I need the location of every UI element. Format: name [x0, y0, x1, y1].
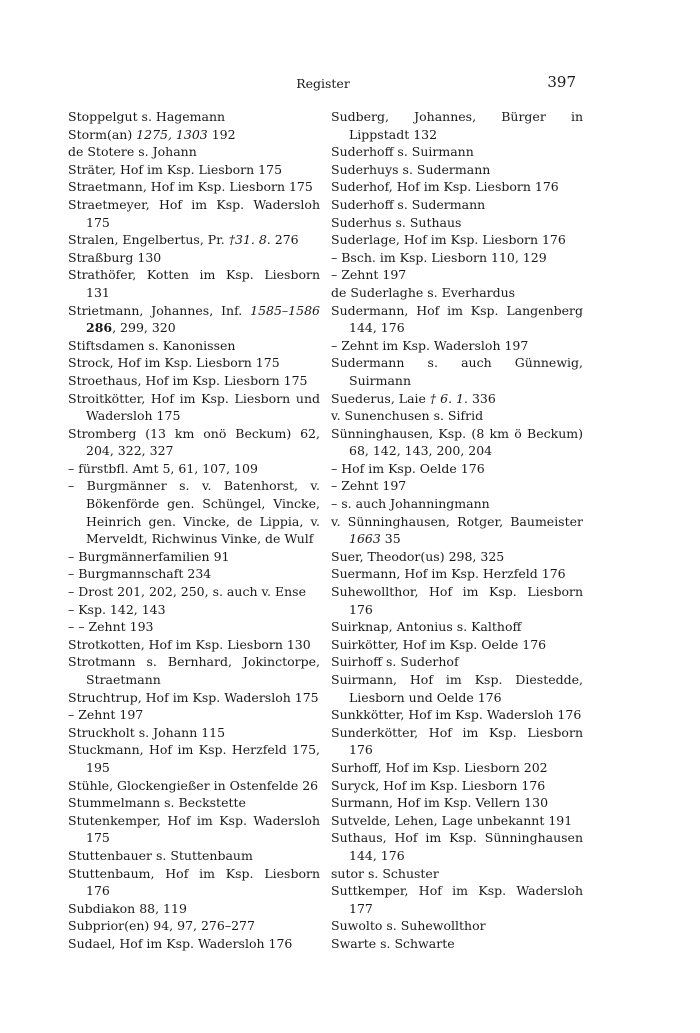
- index-entry: Sudermann, Hof im Ksp. Langenberg 144, 176: [331, 302, 583, 336]
- index-entry: Strock, Hof im Ksp. Liesborn 175: [68, 355, 280, 371]
- index-entry: v. Sünninghausen, Rotger, Baumeister 1663 35: [331, 513, 583, 547]
- index-entry: Suderhuys s. Sudermann: [331, 161, 491, 177]
- index-entry: – Burgmännerfamilien 91: [68, 548, 230, 564]
- index-entry: – Zehnt 197: [331, 478, 407, 494]
- index-entry: – Zehnt 197: [68, 707, 144, 723]
- index-column-right: [331, 108, 583, 953]
- index-entry: Stummelmann s. Beckstette: [68, 795, 246, 811]
- index-entry: Subdiakon 88, 119: [68, 900, 187, 916]
- page-number: 397: [547, 73, 576, 91]
- index-entry: Stoppelgut s. Hagemann: [68, 109, 226, 124]
- index-entry: Strotkotten, Hof im Ksp. Liesborn 130: [68, 636, 311, 652]
- index-entry: – Burgmannschaft 234: [68, 566, 212, 582]
- index-entry: Stuttenbaum, Hof im Ksp. Liesborn 176: [68, 865, 320, 899]
- index-entry: Suederus, Laie † 6. 1. 336: [331, 390, 496, 406]
- index-entry: Suirmann, Hof im Ksp. Diestedde, Liesborn und Oelde 176: [331, 672, 583, 705]
- index-entry: – fürstbfl. Amt 5, 61, 107, 109: [68, 460, 258, 476]
- index-entry: sutor s. Schuster: [331, 865, 439, 881]
- index-column-left: [68, 108, 320, 953]
- index-entry: de Stotere s. Johann: [68, 144, 197, 160]
- index-entry: de Suderlaghe s. Everhardus: [331, 284, 516, 300]
- index-entry: Sudael, Hof im Ksp. Wadersloh 176: [68, 935, 293, 951]
- index-entry: Stuttenbauer s. Stuttenbaum: [68, 847, 253, 863]
- index-entry: Sudberg, Johannes, Bürger in Lippstadt 132: [331, 109, 583, 142]
- index-entry: Stroitkötter, Hof im Ksp. Liesborn und Wadersloh 175: [68, 390, 320, 424]
- index-entry: Struchtrup, Hof im Ksp. Wadersloh 175: [68, 689, 319, 705]
- index-entry: – Burgmänner s. v. Batenhorst, v. Bökenförde gen. Schüngel, Vincke, Heinrich gen. Vincke, de Lippia, v. Merveldt, Richwinus Vinke, de Wulf: [68, 478, 320, 547]
- index-entry: Stromberg (13 km onö Beckum) 62, 204, 322, 327: [68, 425, 320, 459]
- index-entry: Straßburg 130: [68, 249, 162, 265]
- index-entry: Suderhoff s. Suirmann: [331, 144, 474, 160]
- index-entry: Stühle, Glockengießer in Ostenfelde 26: [68, 777, 319, 793]
- index-entry: Straetmann, Hof im Ksp. Liesborn 175: [68, 179, 313, 195]
- index-entry: Suthaus, Hof im Ksp. Sünninghausen 144, 176: [331, 830, 583, 863]
- index-entry: – Drost 201, 202, 250, s. auch v. Ense: [68, 584, 306, 600]
- running-head: Register: [296, 76, 350, 91]
- index-entry: Stroethaus, Hof im Ksp. Liesborn 175: [68, 372, 308, 388]
- index-entry: Suwolto s. Suhewollthor: [331, 918, 486, 934]
- index-entry: Sünninghausen, Ksp. (8 km ö Beckum) 68, 142, 143, 200, 204: [331, 425, 583, 459]
- index-entry: Suttkemper, Hof im Ksp. Wadersloh 177: [331, 883, 583, 916]
- index-entry: – Ksp. 142, 143: [68, 601, 166, 617]
- index-entry: Sunkkötter, Hof im Ksp. Wadersloh 176: [331, 707, 582, 723]
- index-entry: Suryck, Hof im Ksp. Liesborn 176: [331, 777, 546, 793]
- index-entry: Suderhus s. Suthaus: [331, 214, 462, 230]
- index-entry: Suirknap, Antonius s. Kalthoff: [331, 619, 522, 635]
- index-entry: Swarte s. Schwarte: [331, 935, 455, 951]
- index-entry: Suer, Theodor(us) 298, 325: [331, 548, 505, 564]
- index-entry: Suderlage, Hof im Ksp. Liesborn 176: [331, 232, 566, 248]
- index-entry: Storm(an) 1275, 1303 192: [68, 126, 236, 142]
- index-entry: Suermann, Hof im Ksp. Herzfeld 176: [331, 566, 566, 582]
- index-entry: Strietmann, Johannes, Inf. 1585–1586 286, 299, 320: [68, 302, 320, 336]
- index-entry: Stuckmann, Hof im Ksp. Herzfeld 175, 195: [68, 742, 320, 775]
- index-entry: Suhewollthor, Hof im Ksp. Liesborn 176: [331, 584, 583, 617]
- index-entry: Strotmann s. Bernhard, Jokinctorpe, Straetmann: [68, 654, 320, 687]
- index-entry: Stralen, Engelbertus, Pr. †31. 8. 276: [68, 232, 299, 248]
- index-entry: – Hof im Ksp. Oelde 176: [331, 460, 485, 476]
- index-entry: – Zehnt im Ksp. Wadersloh 197: [331, 337, 529, 353]
- index-entry: Sträter, Hof im Ksp. Liesborn 175: [68, 161, 283, 177]
- index-entry: – Zehnt 197: [331, 267, 407, 283]
- index-entry: Strathöfer, Kotten im Ksp. Liesborn 131: [68, 267, 320, 300]
- index-entry: Suirhoff s. Suderhof: [331, 654, 459, 670]
- index-entry: Surhoff, Hof im Ksp. Liesborn 202: [331, 759, 548, 775]
- page-header: [68, 73, 578, 98]
- index-entry: – – Zehnt 193: [68, 619, 154, 635]
- index-entry: Sutvelde, Lehen, Lage unbekannt 191: [331, 812, 573, 828]
- index-entry: v. Sunenchusen s. Sifrid: [331, 408, 484, 424]
- index-entry: Subprior(en) 94, 97, 276–277: [68, 918, 255, 934]
- index-entry: Surmann, Hof im Ksp. Vellern 130: [331, 795, 549, 811]
- index-entry: Straetmeyer, Hof im Ksp. Wadersloh 175: [68, 196, 320, 230]
- index-entry: Suderhof, Hof im Ksp. Liesborn 176: [331, 179, 559, 195]
- index-entry: Suderhoff s. Sudermann: [331, 196, 486, 212]
- index-entry: Stiftsdamen s. Kanonissen: [68, 337, 236, 353]
- index-entry: – s. auch Johanningmann: [331, 496, 490, 512]
- index-entry: Sudermann s. auch Günnewig, Suirmann: [331, 355, 583, 388]
- index-entry: Sunderkötter, Hof im Ksp. Liesborn 176: [331, 724, 583, 758]
- index-entry: Stutenkemper, Hof im Ksp. Wadersloh 175: [68, 812, 320, 846]
- index-entry: Suirkötter, Hof im Ksp. Oelde 176: [331, 636, 547, 652]
- index-entry: Struckholt s. Johann 115: [68, 724, 226, 740]
- index-entry: – Bsch. im Ksp. Liesborn 110, 129: [331, 249, 547, 265]
